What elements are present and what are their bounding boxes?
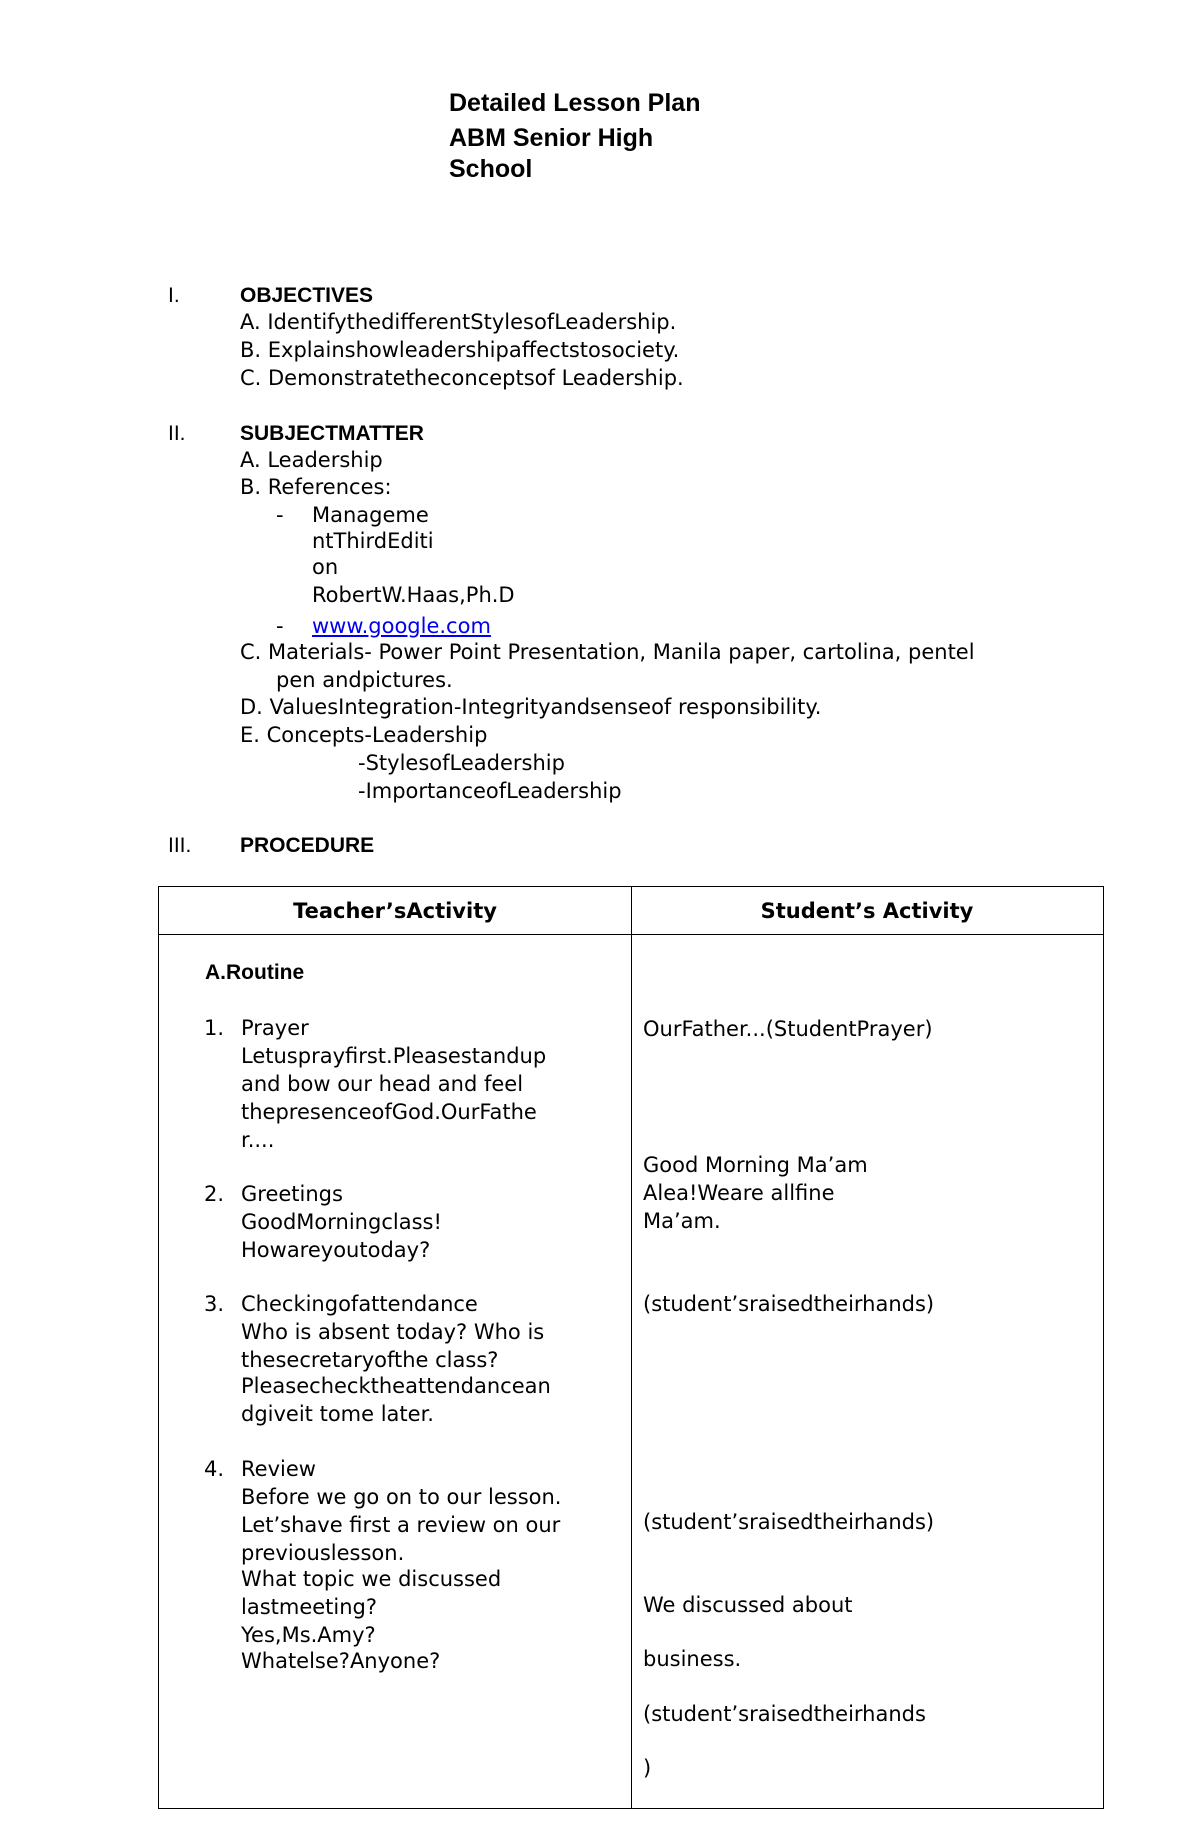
subject-item-e: E. Concepts-Leadership	[240, 723, 488, 747]
student-review-response-4: (student’sraisedtheirhands	[643, 1702, 926, 1726]
teacher-attendance-instruction	[241, 1372, 551, 1428]
subject-item-b: B. References:	[240, 475, 392, 499]
objective-item-a: A. IdentifythedifferentStylesofLeadership.	[240, 310, 677, 334]
reference-dash-1: -	[276, 503, 284, 527]
teacher-prayer	[241, 1014, 546, 1154]
procedure-table	[158, 886, 1104, 1809]
teacher-attendance	[241, 1290, 544, 1374]
teacher-attendance-line: thesecretaryofthe class?	[241, 1348, 499, 1372]
teacher-review-line: Before we go on to our lesson.	[241, 1485, 562, 1509]
subject-item-c: C. Materials- Power Point Presentation, Manila paper, cartolina, pentel	[240, 640, 975, 664]
step-number-review: 4.	[204, 1457, 225, 1481]
step-number-prayer: 1.	[204, 1016, 225, 1040]
reference-book-line: on	[312, 555, 339, 579]
student-review-response-5: )	[643, 1756, 652, 1780]
routine-label: A.Routine	[205, 961, 305, 984]
section-numeral-subject-matter: II.	[168, 422, 186, 445]
concept-styles: -StylesofLeadership	[358, 751, 565, 775]
subject-item-c-continued: pen andpictures.	[276, 668, 453, 692]
school-name-line2: School	[449, 155, 533, 183]
reference-book-line: RobertW.Haas,Ph.D	[312, 583, 515, 607]
student-review-response-3: business.	[643, 1647, 742, 1671]
teacher-review-line: Review	[241, 1457, 316, 1481]
section-numeral-objectives: I.	[168, 284, 180, 307]
teacher-review-line: previouslesson.	[241, 1541, 405, 1565]
subject-item-a: A. Leadership	[240, 448, 383, 472]
column-header-student: Student’s Activity	[760, 899, 974, 923]
teacher-attendance-instruction-line: dgiveit tome later.	[241, 1402, 434, 1426]
teacher-review-line: Let’shave first a review on our	[241, 1513, 561, 1537]
teacher-greetings	[241, 1180, 442, 1264]
teacher-prayer-line: r....	[241, 1128, 275, 1152]
student-review-response-2: We discussed about	[643, 1593, 853, 1617]
section-heading-procedure: PROCEDURE	[240, 834, 375, 857]
teacher-review-question	[241, 1565, 501, 1649]
teacher-prayer-line: Letusprayfirst.Pleasestandup	[241, 1044, 547, 1068]
teacher-greetings-line: Greetings	[241, 1182, 343, 1206]
student-review-response-1: (student’sraisedtheirhands)	[643, 1510, 935, 1534]
teacher-review	[241, 1455, 562, 1567]
student-greetings-line: Good Morning Ma’am	[643, 1153, 868, 1177]
step-number-greetings: 2.	[204, 1182, 225, 1206]
reference-book-line: ntThirdEditi	[312, 529, 434, 553]
concept-importance: -ImportanceofLeadership	[358, 779, 622, 803]
reference-book-line: Manageme	[312, 503, 429, 527]
table-header-divider	[159, 934, 1103, 935]
teacher-review-question-line: lastmeeting?	[241, 1595, 378, 1619]
subject-item-d: D. ValuesIntegration-Integrityandsenseof responsibility.	[240, 695, 822, 719]
student-greetings	[643, 1151, 868, 1235]
teacher-review-question-line: Yes,Ms.Amy?	[241, 1623, 376, 1647]
teacher-attendance-instruction-line: Pleasechecktheattendancean	[241, 1374, 551, 1398]
school-name-line1: ABM Senior High	[449, 124, 654, 152]
teacher-prayer-line: Prayer	[241, 1016, 309, 1040]
reference-book	[312, 501, 515, 609]
student-greetings-line: Alea!Weare allfine	[643, 1181, 835, 1205]
step-number-attendance: 3.	[204, 1292, 225, 1316]
teacher-attendance-line: Who is absent today? Who is	[241, 1320, 545, 1344]
teacher-review-question-line: What topic we discussed	[241, 1567, 502, 1591]
student-prayer: OurFather...(StudentPrayer)	[643, 1017, 933, 1041]
objective-item-c: C. Demonstratetheconceptsof Leadership.	[240, 366, 684, 390]
section-heading-subject-matter: SUBJECTMATTER	[240, 422, 424, 445]
teacher-review-followup: Whatelse?Anyone?	[241, 1649, 441, 1673]
reference-link[interactable]: www.google.com	[312, 614, 491, 638]
student-greetings-line: Ma’am.	[643, 1209, 721, 1233]
teacher-attendance-line: Checkingofattendance	[241, 1292, 478, 1316]
student-attendance-response: (student’sraisedtheirhands)	[643, 1292, 935, 1316]
teacher-prayer-line: thepresenceofGod.OurFathe	[241, 1100, 537, 1124]
document-title: Detailed Lesson Plan	[449, 89, 701, 117]
objective-item-b: B. Explainshowleadershipaffectstosociety.	[240, 338, 680, 362]
section-numeral-procedure: III.	[168, 834, 192, 857]
reference-dash-2: -	[276, 614, 284, 638]
table-column-divider	[631, 887, 632, 1808]
document-header	[449, 88, 700, 185]
column-header-teacher: Teacher’sActivity	[293, 899, 497, 923]
teacher-greetings-line: Howareyoutoday?	[241, 1238, 431, 1262]
teacher-greetings-line: GoodMorningclass!	[241, 1210, 442, 1234]
section-heading-objectives: OBJECTIVES	[240, 284, 374, 307]
teacher-prayer-line: and bow our head and feel	[241, 1072, 524, 1096]
